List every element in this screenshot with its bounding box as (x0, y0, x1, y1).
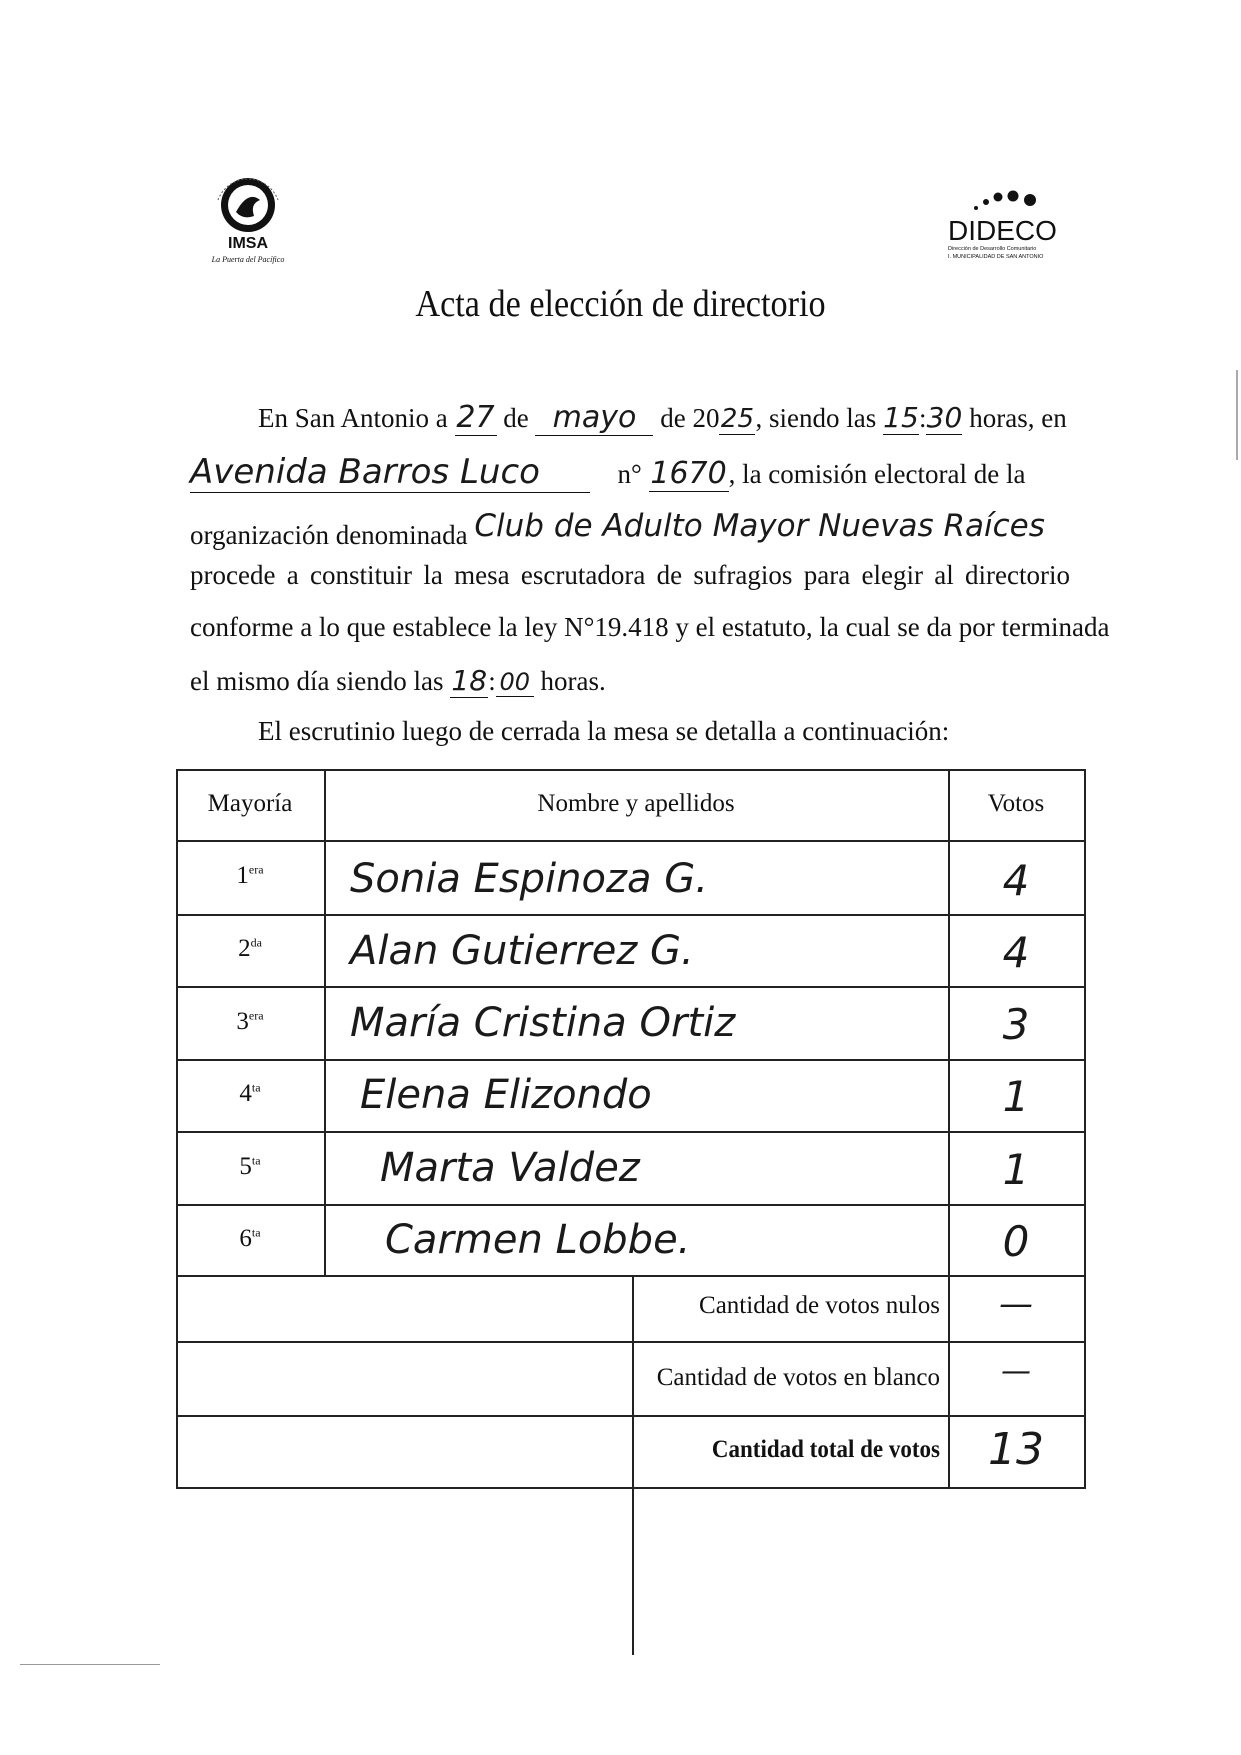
table-row-rank: $1^{era}$ (236, 862, 264, 889)
paragraph-line-2: Avenida Barros Luco n° 1670, la comisión electoral de la (190, 452, 1026, 492)
svg-text:I. MUNICIPALIDAD DE SAN ANTONI: I. MUNICIPALIDAD DE SAN ANTONIO (948, 254, 1044, 260)
header-name: Nombre y apellidos (537, 790, 735, 817)
table-row-votes: 3 (1002, 1000, 1030, 1049)
null-votes-value: — (999, 1284, 1033, 1324)
end-hour-field: 18 (451, 664, 488, 697)
table-row-rank: $5^{ta}$ (239, 1153, 261, 1180)
total-votes-value: 13 (988, 1424, 1044, 1475)
table-row-name: María Cristina Ortiz (350, 1000, 736, 1046)
paragraph-line-6: el mismo día siendo las 18: 00 horas. (190, 664, 606, 697)
month-field: mayo (535, 400, 653, 436)
paragraph-line-1: En San Antonio a 27 de mayo de 2025, siendo las 15:30 horas, en (258, 400, 1067, 435)
null-votes-label: Cantidad de votos nulos (699, 1292, 940, 1319)
table-row-votes: 1 (1002, 1072, 1030, 1121)
document-title: Acta de elección de directorio (415, 283, 826, 325)
street-field: Avenida Barros Luco (190, 452, 590, 493)
end-minute-field: 00 (496, 668, 534, 697)
svg-text:La Puerta del Pacífico: La Puerta del Pacífico (211, 255, 285, 264)
table-row-rank: $4^{ta}$ (239, 1080, 261, 1107)
table-row-rank: $6^{ta}$ (239, 1225, 261, 1252)
table-row-votes: 1 (1002, 1145, 1030, 1194)
table-row-name: Marta Valdez (380, 1145, 640, 1191)
street-number-field: 1670 (650, 456, 727, 491)
paragraph-line-3: organización denominada Club de Adulto Mayor Nuevas Raíces (190, 508, 1106, 551)
scan-edge (1236, 370, 1238, 460)
paragraph-line-7: El escrutinio luego de cerrada la mesa se detalla a continuación: (258, 716, 950, 746)
header-rank: Mayoría (207, 790, 293, 817)
svg-text:IMSA: IMSA (228, 235, 268, 252)
table-row-name: Elena Elizondo (360, 1072, 652, 1118)
table-row-name: Alan Gutierrez G. (350, 928, 694, 974)
table-row-rank: $3^{era}$ (236, 1008, 264, 1035)
day-field: 27 (456, 400, 495, 435)
paragraph-line-4: procede a constituir la mesa escrutadora de sufragios para elegir al directorio (190, 560, 1070, 590)
header-votes: Votos (987, 790, 1045, 817)
svg-text:DIDECO: DIDECO (948, 215, 1057, 246)
table-row-name: Sonia Espinoza G. (350, 856, 708, 902)
start-hour-field: 15 (883, 401, 919, 434)
table-row-votes: 0 (1002, 1217, 1030, 1266)
blank-votes-label: Cantidad de votos en blanco (656, 1364, 940, 1391)
paragraph-line-5: conforme a lo que establece la ley N°19.418 y el estatuto, la cual se da por terminada (190, 612, 1110, 642)
table-row-votes: 4 (1002, 928, 1030, 977)
organization-name-field: Club de Adulto Mayor Nuevas Raíces (474, 508, 1045, 544)
table-row-name: Carmen Lobbe. (385, 1217, 691, 1263)
scan-mark (20, 1664, 160, 1665)
year-field: 25 (720, 404, 755, 434)
total-votes-label: Cantidad total de votos (711, 1436, 940, 1463)
start-minute-field: 30 (926, 401, 963, 434)
table-row-rank: $2^{da}$ (238, 935, 262, 962)
table-row-votes: 4 (1002, 856, 1030, 905)
blank-votes-value: — (1001, 1354, 1031, 1389)
svg-text:Dirección de Desarrollo Comuni: Dirección de Desarrollo Comunitario (948, 246, 1037, 252)
